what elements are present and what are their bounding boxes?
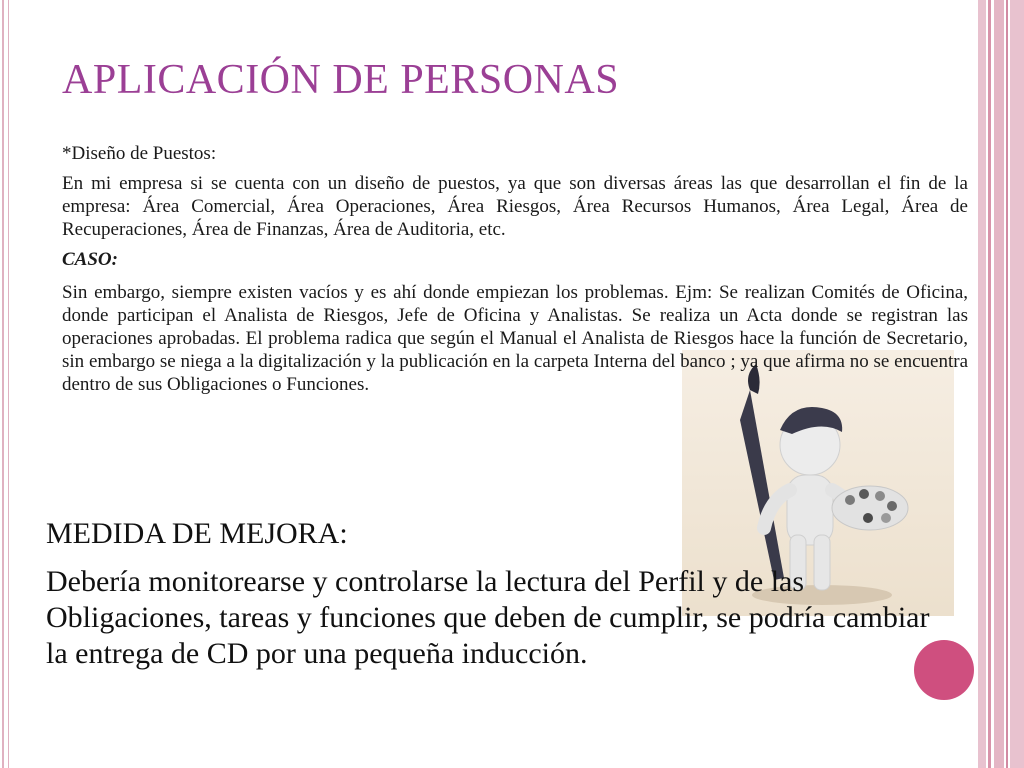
case-label: CASO: (62, 249, 118, 270)
right-border-decoration (978, 0, 1024, 768)
section-text: En mi empresa si se cuenta con un diseño de puestos, ya que son diversas áreas las que desarrollan el fin de la empresa: Área Comercial, Área Operaciones, Área Riesgos, Área Recursos Humanos, Área Legal, Área de Recuperaciones, Área de Finanzas, Área de Auditoria, etc. (62, 173, 968, 240)
content-block (62, 142, 968, 403)
accent-dot (914, 640, 974, 700)
slide-title: APLICACIÓN DE PERSONAS (62, 57, 620, 103)
section-label: *Diseño de Puestos: (62, 143, 217, 164)
case-text: Sin embargo, siempre existen vacíos y es ahí donde empiezan los problemas. Ejm: Se realizan Comités de Oficina, donde participan el Analista de Riesgos, Jefe de Oficina y Analistas. Se realiza un Acta donde se registran las operaciones aprobadas. El problema radica que según el Manual el Analista de Riesgos hace la función de Secretario, sin embargo se niega a la digitalización y la publicación en la carpeta Interna del banco ; ya que afirma no se encuentra dentro de sus Obligaciones o Funciones. (62, 282, 968, 395)
improvement-text: Debería monitorearse y controlarse la lectura del Perfil y de las Obligaciones, tareas y funciones que deben de cumplir, se podría cambiar la entrega de CD por una pequeña inducción. (46, 565, 930, 670)
left-border-decoration (0, 0, 14, 768)
improvement-block (46, 516, 956, 678)
improvement-label: MEDIDA DE MEJORA: (46, 517, 348, 550)
